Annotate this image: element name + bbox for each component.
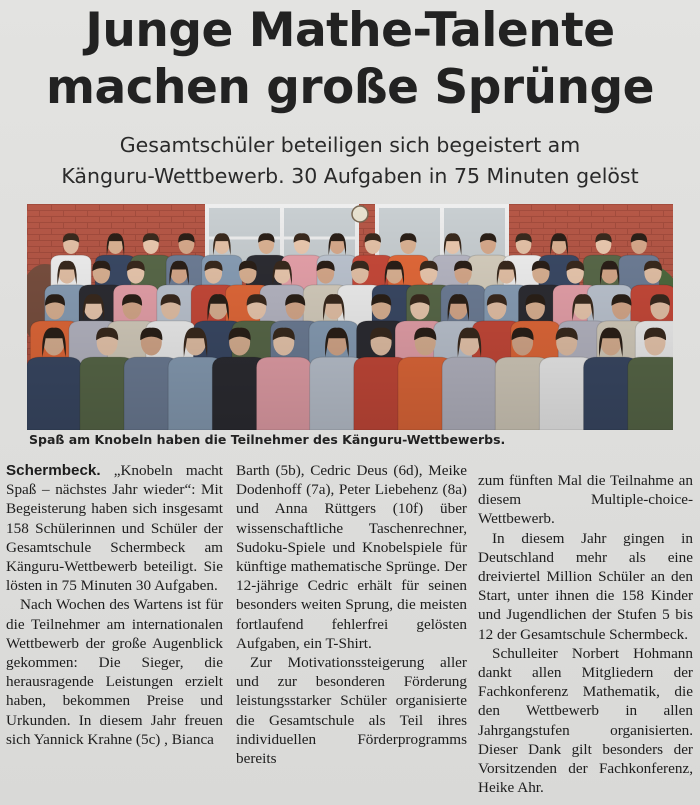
subheadline-line-1: Gesamtschüler beteiligen sich begeistert am (119, 133, 581, 157)
photo-caption: Spaß am Knobeln haben die Teilnehmer des Känguru-Wettbewerbs. (29, 432, 506, 447)
text-column-2 (236, 461, 467, 768)
subheadline-line-2: Känguru-Wettbewerb. 30 Aufgaben in 75 Minuten gelöst (61, 164, 639, 188)
paragraph: zum fünften Mal die Teilnahme an diesem Multiple-choice-Wettbewerb. (478, 472, 693, 528)
paragraph: Schulleiter Norbert Hohmann dankt allen Mitgliedern der Fachkonferenz Mathematik, die den Wettbewerb in allen Jahrgangstufen organisierten. Dieser Dank gilt besonders der Vorsitzenden der Fachkonferenz, Heike Ahr. (478, 644, 693, 797)
paragraph: In diesem Jahr gingen in Deutschland mehr als eine dreiviertel Million Schüler an den Start, unter ihnen die 158 Kinder und Jugendlichen der Stufen 5 bis 12 der Gesamtschule Schermbeck. (478, 529, 693, 643)
paragraph-text: „Knobeln macht Spaß – nächstes Jahr wieder“: Mit Begeisterung haben sich insgesamt 158 Schülerinnen und Schüler der Gesamtschule Schermbeck am Känguru-Wettbewerb beteiligt. Sie lösten in 75 Minuten 30 Aufgaben. (6, 462, 223, 595)
headline-line-2: machen große Sprünge (46, 60, 654, 115)
group-photo (27, 204, 673, 430)
text-column-1 (6, 461, 223, 749)
paragraph: Zur Motivationssteigerung aller und zur besonderen Förderung leistungsstarker Schüler organisierte die Gesamtschule als Teil ihres individuellen Förderprogramms bereits (236, 654, 467, 768)
group-photo-image (27, 204, 673, 430)
dateline: Schermbeck. (6, 462, 101, 479)
headline (0, 2, 700, 116)
text-column-3 (478, 471, 693, 797)
paragraph: Nach Wochen des Wartens ist für die Teilnehmer am internationalen Wettbewerb der große Augenblick gekommen: Die Sieger, die herausragende Leistungen erzielt haben, bekommen Preise und Urkunden. In diesem Jahr freuen sich Yannick Krahne (5c) , Bianca (6, 596, 223, 748)
paragraph: Barth (5b), Cedric Deus (6d), Meike Dodenhoff (7a), Peter Liebehenz (8a) und Anna Rüttgers (10f) über wissenschaftliche Taschenrechner, Sudoku-Spiele und Knobelspiele für künftige mathematische Sprünge. Der 12-jährige Cedric erhält für seinen besonders weiten Sprung, die meisten fortlaufend fehlerfrei gelösten Aufgaben, ein T-Shirt. (236, 462, 467, 652)
paragraph (6, 461, 223, 595)
headline-line-1: Junge Mathe-Talente (85, 3, 615, 58)
subheadline (0, 130, 700, 192)
